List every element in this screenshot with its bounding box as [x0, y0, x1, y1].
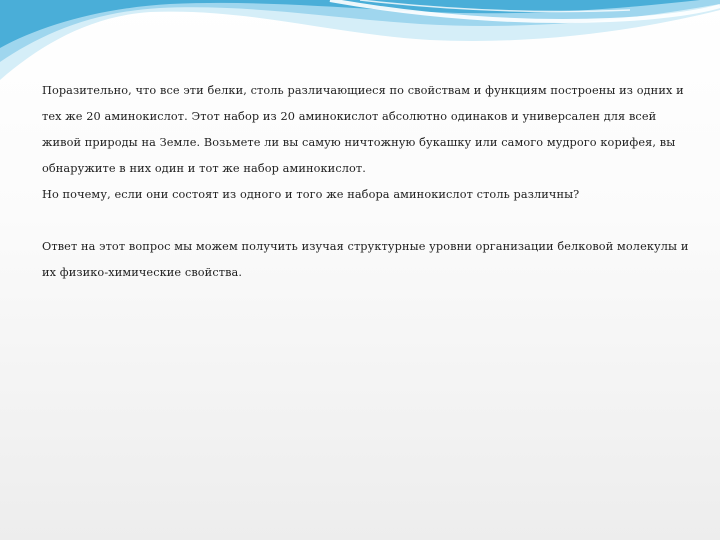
- answer-line: Ответ на этот вопрос мы можем получить изучая структурные уровни организации белковой молекулы и: [42, 240, 689, 253]
- question-line: Но почему, если они состоят из одного и того же набора аминокислот столь различны?: [42, 188, 580, 201]
- header-wave-decoration: [0, 0, 720, 90]
- paragraph-line: живой природы на Земле. Возьмете ли вы самую ничтожную букашку или самого мудрого корифея, вы: [42, 136, 676, 149]
- blank-line: [42, 208, 682, 234]
- paragraph-line: обнаружите в них один и тот же набор аминокислот.: [42, 162, 366, 175]
- paragraph-line: тех же 20 аминокислот. Этот набор из 20 аминокислот абсолютно одинаков и универсален для всей: [42, 110, 657, 123]
- slide-text: [42, 78, 689, 286]
- paragraph-line: Поразительно, что все эти белки, столь различающиеся по свойствам и функциям построены из одних и: [42, 84, 684, 97]
- answer-line: их физико-химические свойства.: [42, 266, 243, 279]
